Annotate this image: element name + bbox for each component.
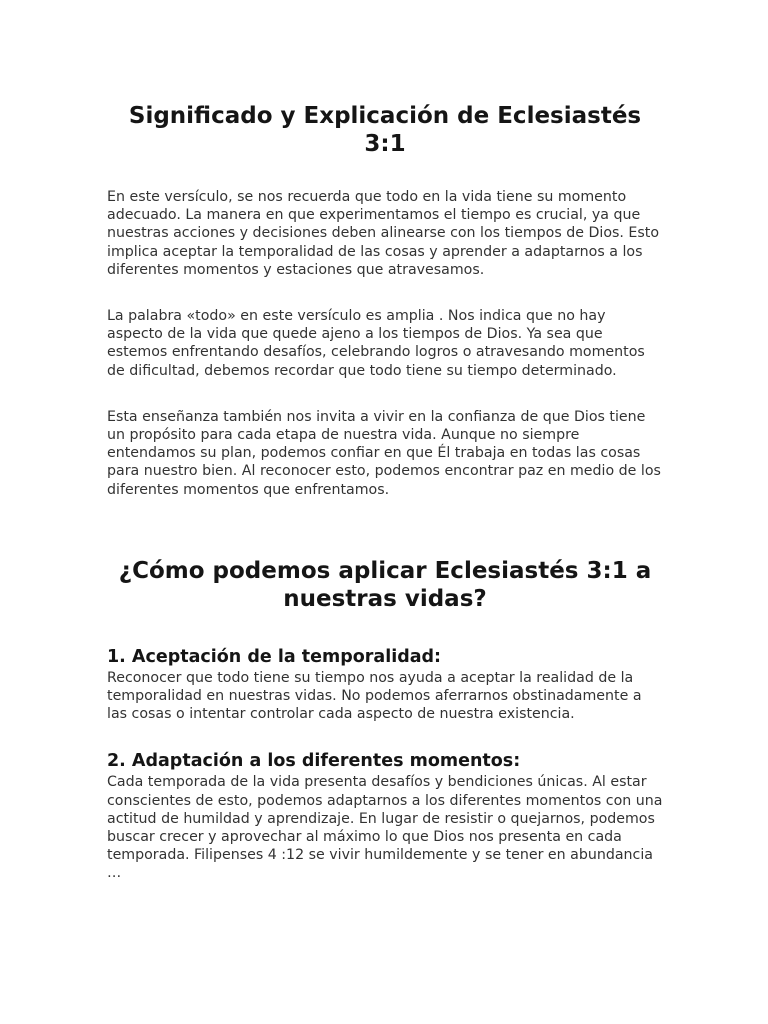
article-title: Significado y Explicación de Eclesiastés 3:1 xyxy=(128,103,642,157)
paragraph: La palabra «todo» en este versículo es amplia . Nos indica que no hay aspecto de la vida que quede ajeno a los tiempos de Dios. Ya sea que estemos enfrentando desafíos, celebrando logros o atravesando momentos de dificultad, debemos recordar que todo tiene su tiempo determinado. xyxy=(107,308,645,379)
section-title: ¿Cómo podemos aplicar Eclesiastés 3:1 a nuestras vidas? xyxy=(118,557,652,612)
paragraph: Cada temporada de la vida presenta desafíos y bendiciones únicas. Al estar conscientes de esto, podemos adaptarnos a los diferentes momentos con una actitud de humildad y aprendizaje. En lugar de resistir o quejarnos, podemos buscar crecer y aprovechar al máximo lo que Dios nos presenta en cada temporada. Filipenses 4 :12 se vivir humildemente y se tener en abundancia … xyxy=(107,774,663,882)
subheading-acceptance: 1. Aceptación de la temporalidad: xyxy=(107,646,442,667)
article xyxy=(107,100,663,883)
paragraph: Reconocer que todo tiene su tiempo nos ayuda a aceptar la realidad de la temporalidad en nuestras vidas. No podemos aferrarnos obstinadamente a las cosas o intentar controlar cada aspecto de nuestra existencia. xyxy=(107,669,642,723)
paragraph: En este versículo, se nos recuerda que todo en la vida tiene su momento adecuado. La manera en que experimentamos el tiempo es crucial, ya que nuestras acciones y decisiones deben alinearse con los tiempos de Dios. Esto implica aceptar la temporalidad de las cosas y aprender a adaptarnos a los diferentes momentos y estaciones que atravesamos. xyxy=(107,189,660,278)
subheading-adaptation: 2. Adaptación a los diferentes momentos: xyxy=(107,751,521,772)
paragraph: Esta enseñanza también nos invita a vivir en la confianza de que Dios tiene un propósito para cada etapa de nuestra vida. Aunque no siempre entendamos su plan, podemos confiar en que Él trabaja en todas las cosas para nuestro bien. Al reconocer esto, podemos encontrar paz en medio de los diferentes momentos que enfrentamos. xyxy=(107,408,661,498)
